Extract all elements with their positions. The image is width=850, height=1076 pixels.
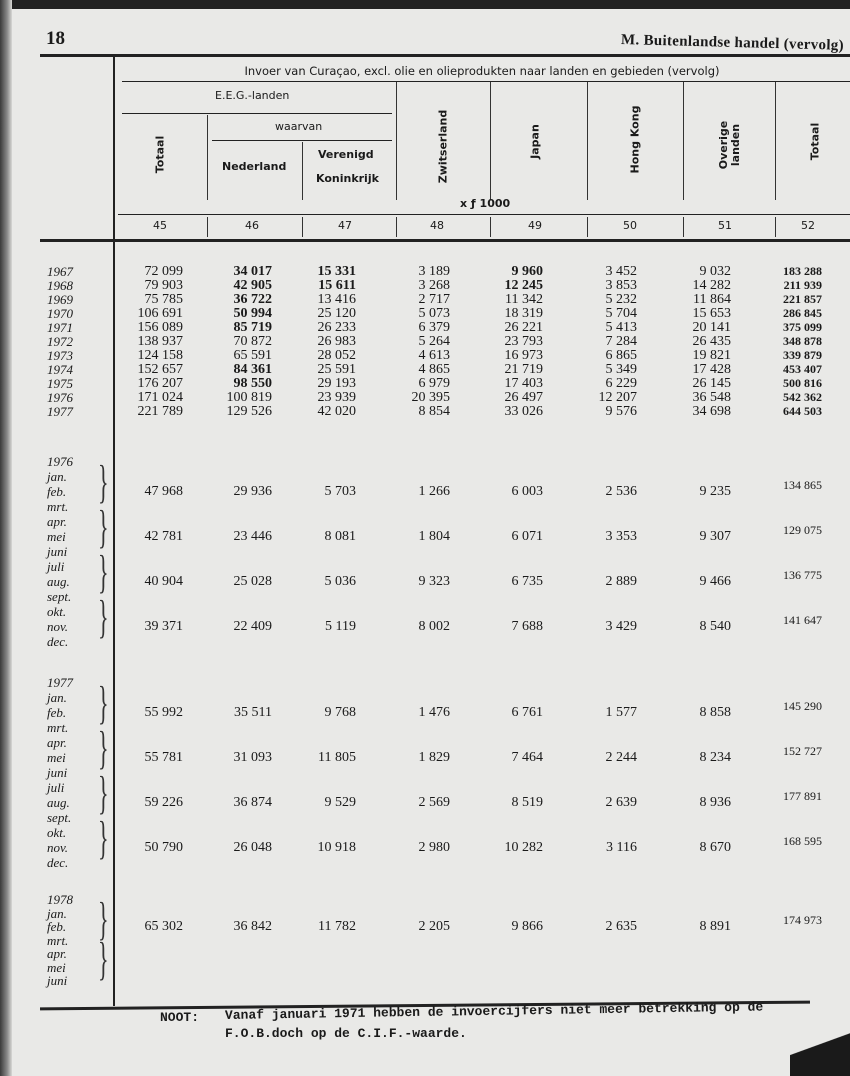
cell-value: 156 089: [137, 320, 183, 335]
row-year-label: 1970: [47, 306, 73, 321]
month-label: mei: [47, 959, 66, 975]
cell-value: 36 548: [692, 390, 731, 405]
cell-value: 9 307: [699, 529, 731, 544]
cell-value: 339 879: [783, 348, 822, 362]
row-year-label: 1974: [47, 362, 73, 377]
cell-value: 136 775: [783, 568, 822, 582]
cell-value: 3 116: [606, 840, 637, 855]
cell-value: 25 120: [317, 306, 356, 321]
cell-value: 85 719: [233, 320, 272, 335]
cell-value: 1 804: [418, 529, 450, 544]
month-label: okt.: [47, 604, 67, 619]
cell-value: 3 853: [605, 278, 637, 293]
col-header-vk-line1: Verenigd: [318, 148, 374, 161]
cell-value: 375 099: [783, 320, 822, 334]
col-divider: [490, 82, 491, 200]
month-label: sept.: [47, 810, 72, 825]
row-year-label: 1976: [47, 390, 73, 405]
cell-value: 33 026: [504, 404, 543, 419]
month-label: feb.: [47, 484, 67, 499]
cell-value: 5 264: [418, 334, 450, 349]
cell-value: 9 768: [324, 705, 356, 720]
cell-value: 129 075: [783, 523, 822, 537]
header-bottom-rule: [40, 239, 850, 242]
cell-value: 500 816: [783, 376, 822, 390]
note-line1: Vanaf januari 1971 hebben de invoercijfers niet meer betrekking op de: [224, 999, 764, 1023]
cell-value: 21 719: [504, 362, 543, 377]
cell-value: 20 395: [411, 390, 450, 405]
cell-value: 5 119: [325, 619, 356, 634]
column-number: 47: [338, 219, 352, 232]
month-label: jan.: [47, 905, 67, 921]
cell-value: 8 519: [511, 795, 543, 810]
row-year-label: 1973: [47, 348, 73, 363]
cell-value: 8 540: [699, 619, 731, 634]
cell-value: 100 819: [226, 390, 272, 405]
cell-value: 25 028: [233, 574, 272, 589]
column-number: 51: [718, 219, 732, 232]
cell-value: 453 407: [783, 362, 822, 376]
cell-value: 2 569: [418, 795, 450, 810]
cell-value: 348 878: [783, 334, 822, 348]
col-divider: [490, 217, 491, 237]
month-label: aug.: [47, 795, 70, 810]
cell-value: 8 854: [418, 404, 450, 419]
waarvan-header: waarvan: [275, 120, 323, 133]
quarter-brace-icon: }: [98, 500, 109, 553]
cell-value: 15 331: [317, 264, 356, 279]
quarter-brace-icon: }: [98, 721, 109, 774]
cell-value: 644 503: [783, 404, 822, 418]
cell-value: 152 657: [137, 362, 183, 377]
month-label: juni: [47, 973, 68, 988]
cell-value: 6 979: [418, 376, 450, 391]
month-label: dec.: [47, 855, 69, 870]
col-divider: [207, 217, 208, 237]
cell-value: 6 865: [605, 348, 637, 363]
cell-value: 129 526: [226, 404, 272, 419]
page-corner-shadow: [790, 1026, 850, 1076]
cell-value: 8 002: [418, 619, 450, 634]
col-header-vk-line2: Koninkrijk: [316, 172, 379, 185]
cell-value: 134 865: [783, 478, 822, 492]
cell-value: 18 319: [504, 306, 543, 321]
quarter-brace-icon: }: [98, 766, 109, 819]
cell-value: 9 323: [418, 574, 450, 589]
month-label: nov.: [47, 619, 69, 634]
quarter-brace-icon: }: [98, 455, 109, 508]
column-number: 48: [430, 219, 444, 232]
cell-value: 3 429: [605, 619, 637, 634]
cell-value: 8 081: [324, 529, 356, 544]
cell-value: 20 141: [692, 320, 731, 335]
column-number: 49: [528, 219, 542, 232]
cell-value: 2 536: [605, 484, 637, 499]
cell-value: 1 476: [418, 705, 450, 720]
month-label: mrt.: [47, 720, 69, 735]
cell-value: 98 550: [233, 376, 272, 391]
cell-value: 106 691: [137, 306, 183, 321]
cell-value: 6 229: [605, 376, 637, 391]
col-divider: [396, 217, 397, 237]
cell-value: 8 891: [699, 919, 731, 934]
cell-value: 26 497: [504, 390, 543, 405]
col-divider: [587, 82, 588, 200]
cell-value: 28 052: [317, 348, 356, 363]
col-header-totaal-eeg: Totaal: [153, 135, 167, 174]
cell-value: 26 233: [317, 320, 356, 335]
month-label: nov.: [47, 840, 69, 855]
cell-value: 17 403: [504, 376, 543, 391]
cell-value: 10 282: [504, 840, 543, 855]
col-divider: [683, 82, 684, 200]
cell-value: 2 635: [605, 919, 637, 934]
col-divider: [587, 217, 588, 237]
overige-line1: Overige: [717, 120, 730, 170]
cell-value: 36 722: [233, 292, 272, 307]
cell-value: 8 858: [699, 705, 731, 720]
cell-value: 6 735: [511, 574, 543, 589]
cell-value: 11 342: [505, 292, 543, 307]
col-divider: [775, 217, 776, 237]
title-rule: [122, 81, 850, 82]
cell-value: 6 003: [511, 484, 543, 499]
row-year-label: 1968: [47, 278, 73, 293]
cell-value: 25 591: [317, 362, 356, 377]
cell-value: 26 435: [692, 334, 731, 349]
row-year-label: 1971: [47, 320, 73, 335]
month-label: mrt.: [47, 932, 69, 948]
cell-value: 6 761: [511, 705, 543, 720]
cell-value: 176 207: [137, 376, 183, 391]
cell-value: 8 670: [699, 840, 731, 855]
page-binding-edge: [0, 0, 12, 1076]
cell-value: 70 872: [233, 334, 272, 349]
top-rule: [40, 54, 850, 57]
page-number: 18: [46, 28, 65, 49]
col-header-zwitserland: Zwitserland: [436, 109, 450, 184]
cell-value: 4 865: [418, 362, 450, 377]
waarvan-rule: [212, 140, 392, 141]
cell-value: 2 889: [605, 574, 637, 589]
cell-value: 34 017: [233, 264, 272, 279]
cell-value: 168 595: [783, 834, 822, 848]
col-divider: [302, 217, 303, 237]
cell-value: 11 805: [318, 750, 356, 765]
cell-value: 3 353: [605, 529, 637, 544]
cell-value: 22 409: [233, 619, 272, 634]
cell-value: 2 717: [418, 292, 450, 307]
cell-value: 183 288: [783, 264, 822, 278]
cell-value: 42 905: [233, 278, 272, 293]
unit-label: x ƒ 1000: [460, 197, 511, 210]
period-year-label: 1977: [47, 675, 73, 690]
cell-value: 7 464: [511, 750, 543, 765]
cell-value: 5 349: [605, 362, 637, 377]
col-header-japan: Japan: [528, 124, 542, 159]
cell-value: 26 983: [317, 334, 356, 349]
cell-value: 171 024: [137, 390, 183, 405]
month-label: aug.: [47, 574, 70, 589]
cell-value: 221 857: [783, 292, 822, 306]
col-header-hong-kong: Hong Kong: [628, 105, 642, 174]
col-header-totaal: Totaal: [808, 122, 822, 161]
cell-value: 7 284: [605, 334, 637, 349]
cell-value: 65 591: [233, 348, 272, 363]
cell-value: 542 362: [783, 390, 822, 404]
quarter-brace-icon: }: [98, 932, 109, 985]
cell-value: 9 866: [511, 919, 543, 934]
month-label: feb.: [47, 705, 67, 720]
quarter-brace-icon: }: [98, 811, 109, 864]
month-label: sept.: [47, 589, 72, 604]
cell-value: 5 413: [605, 320, 637, 335]
page-top-edge: [0, 0, 850, 9]
cell-value: 42 781: [144, 529, 183, 544]
cell-value: 9 576: [605, 404, 637, 419]
col-header-nederland: Nederland: [222, 160, 287, 173]
cell-value: 42 020: [317, 404, 356, 419]
cell-value: 9 960: [511, 264, 543, 279]
cell-value: 6 071: [511, 529, 543, 544]
cell-value: 29 193: [317, 376, 356, 391]
cell-value: 2 639: [605, 795, 637, 810]
running-head: M. Buitenlandse handel (vervolg): [620, 32, 845, 54]
cell-value: 12 207: [598, 390, 637, 405]
column-number: 46: [245, 219, 259, 232]
month-label: dec.: [47, 634, 69, 649]
cell-value: 145 290: [783, 699, 822, 713]
cell-value: 211 939: [783, 278, 822, 292]
cell-value: 26 048: [233, 840, 272, 855]
cell-value: 15 653: [692, 306, 731, 321]
cell-value: 12 245: [504, 278, 543, 293]
cell-value: 141 647: [783, 613, 822, 627]
column-number: 45: [153, 219, 167, 232]
quarter-brace-icon: }: [98, 676, 109, 729]
note-line2: F.O.B.doch op de C.I.F.-waarde.: [225, 1026, 467, 1041]
col-header-overige-landen: [718, 105, 742, 185]
cell-value: 39 371: [144, 619, 183, 634]
quarter-brace-icon: }: [98, 891, 109, 945]
eeg-rule: [122, 113, 392, 114]
cell-value: 221 789: [137, 404, 183, 419]
cell-value: 5 703: [324, 484, 356, 499]
period-year-label: 1976: [47, 454, 73, 469]
cell-value: 72 099: [144, 264, 183, 279]
cell-value: 55 992: [144, 705, 183, 720]
table-title: Invoer van Curaçao, excl. olie en olieprodukten naar landen en gebieden (vervolg): [244, 64, 720, 78]
cell-value: 3 452: [605, 264, 637, 279]
cell-value: 177 891: [783, 789, 822, 803]
cell-value: 47 968: [144, 484, 183, 499]
month-label: apr.: [47, 735, 67, 750]
month-label: mei: [47, 529, 66, 544]
cell-value: 5 073: [418, 306, 450, 321]
cell-value: 23 939: [317, 390, 356, 405]
cell-value: 17 428: [692, 362, 731, 377]
col-divider: [207, 115, 208, 200]
column-number: 52: [801, 219, 815, 232]
cell-value: 14 282: [692, 278, 731, 293]
cell-value: 26 221: [504, 320, 543, 335]
overige-line2: landen: [729, 123, 742, 167]
eeg-group-header: E.E.G.-landen: [215, 89, 290, 102]
cell-value: 34 698: [692, 404, 731, 419]
cell-value: 59 226: [144, 795, 183, 810]
cell-value: 10 918: [317, 840, 356, 855]
cell-value: 6 379: [418, 320, 450, 335]
col-divider: [396, 82, 397, 200]
cell-value: 9 235: [699, 484, 731, 499]
month-label: apr.: [47, 946, 67, 961]
cell-value: 152 727: [783, 744, 822, 758]
cell-value: 5 704: [605, 306, 637, 321]
month-label: okt.: [47, 825, 67, 840]
month-label: feb.: [47, 919, 67, 934]
month-label: juni: [47, 765, 68, 780]
cell-value: 35 511: [234, 705, 272, 720]
quarter-brace-icon: }: [98, 590, 109, 643]
quarter-brace-icon: }: [98, 545, 109, 598]
row-year-label: 1967: [47, 264, 73, 279]
col-divider: [302, 142, 303, 200]
cell-value: 9 466: [699, 574, 731, 589]
cell-value: 50 790: [144, 840, 183, 855]
month-label: juli: [47, 780, 65, 795]
cell-value: 11 782: [318, 919, 356, 934]
note-label: NOOT:: [160, 1010, 200, 1025]
cell-value: 84 361: [233, 362, 272, 377]
cell-value: 75 785: [144, 292, 183, 307]
cell-value: 19 821: [692, 348, 731, 363]
cell-value: 9 529: [324, 795, 356, 810]
cell-value: 65 302: [144, 919, 183, 934]
cell-value: 1 577: [605, 705, 637, 720]
cell-value: 2 980: [418, 840, 450, 855]
cell-value: 15 611: [318, 278, 356, 293]
row-year-label: 1969: [47, 292, 73, 307]
month-label: mei: [47, 750, 66, 765]
cell-value: 40 904: [144, 574, 183, 589]
cell-value: 8 234: [699, 750, 731, 765]
cell-value: 2 205: [418, 919, 450, 934]
cell-value: 7 688: [511, 619, 543, 634]
month-label: mrt.: [47, 499, 69, 514]
row-year-label: 1975: [47, 376, 73, 391]
cell-value: 36 842: [233, 919, 272, 934]
month-label: jan.: [47, 469, 67, 484]
cell-value: 23 446: [233, 529, 272, 544]
cell-value: 55 781: [144, 750, 183, 765]
month-label: juni: [47, 544, 68, 559]
cell-value: 31 093: [233, 750, 272, 765]
cell-value: 8 936: [699, 795, 731, 810]
col-divider: [683, 217, 684, 237]
cell-value: 2 244: [605, 750, 637, 765]
cell-value: 29 936: [233, 484, 272, 499]
cell-value: 5 232: [605, 292, 637, 307]
row-year-label: 1977: [47, 404, 73, 419]
cell-value: 13 416: [317, 292, 356, 307]
month-label: apr.: [47, 514, 67, 529]
cell-value: 9 032: [699, 264, 731, 279]
cell-value: 124 158: [137, 348, 183, 363]
cell-value: 138 937: [137, 334, 183, 349]
cell-value: 5 036: [324, 574, 356, 589]
month-label: juli: [47, 559, 65, 574]
cell-value: 4 613: [418, 348, 450, 363]
cell-value: 1 829: [418, 750, 450, 765]
cell-value: 16 973: [504, 348, 543, 363]
cell-value: 79 903: [144, 278, 183, 293]
row-year-label: 1972: [47, 334, 73, 349]
cell-value: 23 793: [504, 334, 543, 349]
cell-value: 3 189: [418, 264, 450, 279]
cell-value: 3 268: [418, 278, 450, 293]
cell-value: 26 145: [692, 376, 731, 391]
month-label: jan.: [47, 690, 67, 705]
col-divider: [775, 82, 776, 200]
unit-rule: [118, 214, 850, 215]
cell-value: 50 994: [233, 306, 272, 321]
cell-value: 1 266: [418, 484, 450, 499]
cell-value: 36 874: [233, 795, 272, 810]
cell-value: 174 973: [783, 913, 822, 927]
column-number: 50: [623, 219, 637, 232]
cell-value: 11 864: [693, 292, 731, 307]
cell-value: 286 845: [783, 306, 822, 320]
period-year-label: 1978: [47, 892, 73, 907]
